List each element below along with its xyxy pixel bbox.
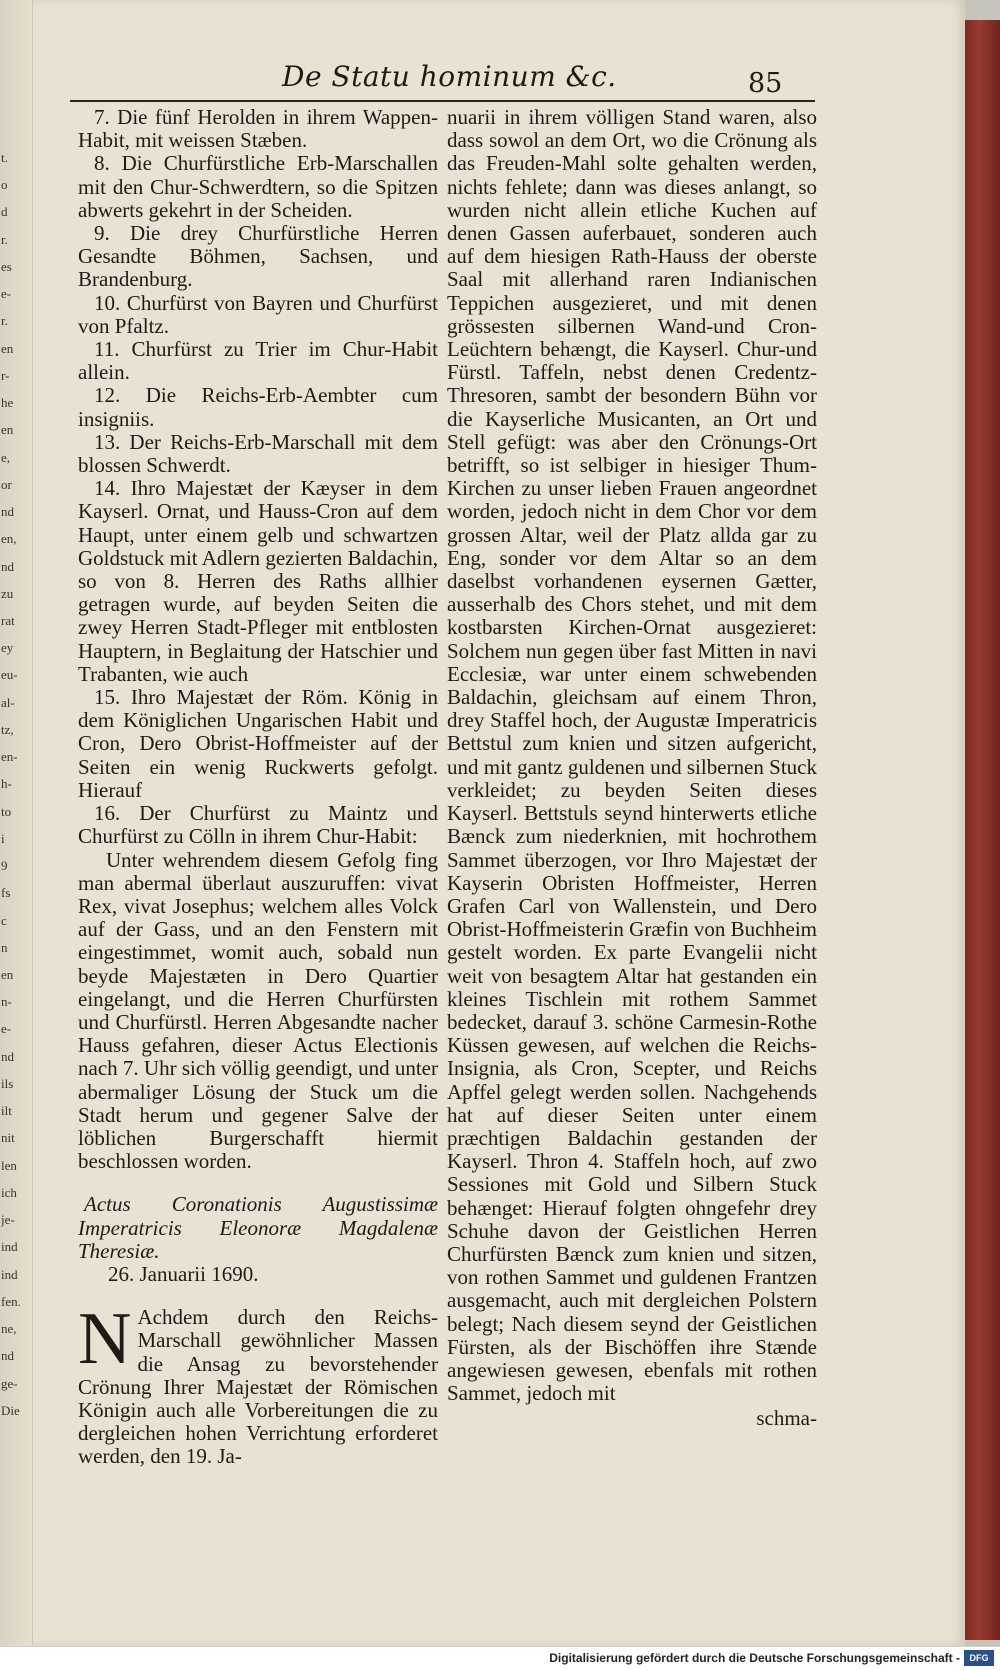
body-paragraph: nuarii in ihrem völligen Stand waren, also dass sowol an dem Ort, wo die Crönung als das Freuden-Mahl solte gehalten werden, nichts fehlete; dann was dieses anlangt, so wurden nicht allein etliche Kuchen auf denen Gassen auferbauet, sonderen auch auf dem hiesigen Rath-Hauss der oberste Saal mit allerhand raren Indianischen Teppichen ausgezieret, und mit denen grössesten silbernen Wand-und Cron-Leüchtern behængt, die Kayserl. Chur-und Fürstl. Taffeln, nebst denen Credentz-Thresoren, sambt der besondern Bühn vor die Kayserliche Musicanten, an Ort und Stell gefügt: was aber den Crönungs-Ort betrifft, so ist selbiger in hiesiger Thum-Kirchen zu unser lieben Frauen angeordnet worden, jedoch nicht in dem Chor vor dem grossen Altar, weil der Platz allda gar zu Eng, sonder vor dem Altar so an dem daselbst vorhandenen eysernen Gætter, ausserhalb des Chors stehet, und mit dem kostbarsten Kirchen-Ornat ausgezieret: Solchem nun gegen über fast Mitten in navi Ecclesiæ, war unter einem schwebenden Baldachin, gleichsam auf einem Thron, drey Staffel hoch, der Augustæ Imperatricis Bettstul zum knien und sitzen aufgericht, und mit gantz guldenen und silbernen Stuck verkleidet; zu beyden Seiten dieses Kayserl. Bettstuls seynd hinterwerts etliche Bænck zum niederknien, mit hochrothem Sammet überzogen, vor Ihro Majestæt der Kayserin Obristen Hoffmeister, Herren Grafen Carl von Wallenstein, und Dero Obrist-Hoffmeisterin Græfin von Buchheim gestelt worden. Ex parte Evangelii nicht weit von besagtem Altar hat gestanden ein kleines Tischlein mit rothem Sammet bedecket, darauf 3. schöne Carmesin-Rothe Küssen gewesen, auf welchen die Reichs-Insignia, als Cron, Scepter, und Reichs Apffel gelegt werden sollen. Nachgehends hat auf dieser Seiten unter einem præchtigen Baldachin gestanden der Kayserl. Thron 4. Staffeln hoch, auf zwo Sessiones mit Gold und Silbern Stuck behænget: Hierauf folgten ohngefehr drey Schuhe davon der Geistlichen Herren Churfürsten Bænck zum knien und sitzen, von rothen Sammet und guldenen Frantzen ausgemacht, auch mit dergleichen Polstern belegt; Nach diesem seynd der Geistlichen Fürsten, als der Bischöffen ihre Stænde angewiesen gewesen, ebenfals mit rothen Sammet, jedoch mit	[447, 105, 817, 1406]
neighbor-page-fragment: r.	[1, 313, 8, 329]
left-column	[78, 106, 438, 1469]
neighbor-page-fragment: en-	[1, 749, 18, 765]
list-item: 8. Die Churfürstliche Erb-Marschallen mit den Chur-Schwerdtern, so die Spitzen abwerts gekehrt in der Scheiden.	[78, 151, 438, 222]
neighbor-page-fragment: d	[1, 204, 8, 220]
section-heading: Actus Coronationis Augustissimæ Imperatricis Eleonoræ Magdalenæ Theresiæ.	[78, 1192, 438, 1263]
opening-paragraph	[78, 1298, 438, 1469]
neighbor-page-fragment: nd	[1, 1048, 14, 1064]
spacer	[78, 1286, 438, 1306]
neighbor-page-fragment: nd	[1, 1348, 14, 1364]
neighbor-page-fragment: ich	[1, 1184, 17, 1200]
list-item: 7. Die fünf Herolden in ihrem Wappen-Habit, mit weissen Stæben.	[78, 105, 438, 153]
opening-paragraph-text: Achdem durch den Reichs-Marschall gewöhnlicher Massen die Ansag zu bevorstehender Crönung Ihrer Majestæt der Römischen Königin auch alle Vorbereitungen die zu dergleichen hohen Verrichtung erforderet werden, den 19. Ja-	[78, 1305, 438, 1469]
neighbor-page-fragment: ind	[1, 1266, 18, 1282]
header-rule	[70, 100, 815, 102]
list-item: 10. Churfürst von Bayren und Churfürst von Pfaltz.	[78, 290, 438, 338]
neighbor-page-fragment: len	[1, 1157, 17, 1173]
running-title: De Statu hominum &c.	[282, 60, 617, 93]
neighbor-page-fragment: tz,	[1, 721, 14, 737]
neighbor-page-fragment: or	[1, 476, 12, 492]
neighbor-page-fragment: nit	[1, 1130, 15, 1146]
neighbor-page-fragment: en,	[1, 531, 17, 547]
list-item: 13. Der Reichs-Erb-Marschall mit dem blossen Schwerdt.	[78, 429, 438, 478]
neighbor-page-fragment: ge-	[1, 1375, 18, 1391]
neighbor-page-fragment: nd	[1, 558, 14, 574]
neighbor-page-fragment: Die	[1, 1402, 20, 1418]
neighbor-page-fragment: zu	[1, 585, 14, 601]
list-item: 14. Ihro Majestæt der Kæyser in dem Kayserl. Ornat, und Hauss-Cron auf dem Haupt, unter einem gelb und schwartzen Goldstuck mit Adlern gezierten Baldachin, so von 8. Herren des Raths allhier getragen wurde, auf beyden Seiten die zwey Herren Stadt-Pfleger mit entblosten Hauptern, in Beglaitung der Hatschier und Trabanten, wie auch	[78, 476, 438, 686]
neighbor-page-fragment: c	[1, 912, 7, 928]
footer-bar	[0, 1646, 1000, 1670]
neighbor-page-fragment: n	[1, 939, 8, 955]
neighbor-page-fragment: ne,	[1, 1321, 17, 1337]
neighbor-page-fragment: en	[1, 422, 14, 438]
neighbor-page-fragment: eu-	[1, 667, 18, 683]
neighbor-page-fragment: e-	[1, 286, 12, 302]
neighbor-page-fragment: e-	[1, 1021, 12, 1037]
neighbor-page-fragment: to	[1, 803, 12, 819]
neighbor-page-fragment: rat	[1, 612, 15, 628]
list-item: 11. Churfürst zu Trier im Chur-Habit allein.	[78, 337, 438, 385]
neighbor-page-fragment: r-	[1, 367, 10, 383]
neighbor-page-fragment: ey	[1, 640, 14, 656]
neighbor-page-fragment: he	[1, 395, 14, 411]
book-edge	[965, 20, 1000, 1640]
neighbor-page-fragment: e,	[1, 449, 11, 465]
neighbor-page-fragment: ind	[1, 1239, 18, 1255]
neighbor-page-fragment: ilt	[1, 1103, 12, 1119]
neighbor-page-fragment: o	[1, 177, 8, 193]
neighbor-page-fragment: ils	[1, 1075, 14, 1091]
footer-credit: Digitalisierung gefördert durch die Deutsche Forschungsgemeinschaft -	[549, 1651, 960, 1665]
neighbor-page-fragment: t.	[1, 150, 8, 165]
list-item: 12. Die Reichs-Erb-Aembter cum insigniis.	[78, 383, 438, 431]
neighbor-page-fragment: fen.	[1, 1293, 21, 1309]
neighbor-page-fragment: fs	[1, 885, 11, 901]
dfg-logo: DFG	[964, 1650, 994, 1666]
neighbor-page-fragment: en	[1, 340, 14, 356]
neighbor-page-fragment: n-	[1, 994, 12, 1010]
neighbor-page-fragment: al-	[1, 694, 15, 710]
neighbor-page-fragment: en	[1, 967, 14, 983]
spacer	[78, 1173, 438, 1193]
body-paragraph: Unter wehrendem diesem Gefolg fing man abermal überlaut auszuruffen: vivat Rex, vivat Josephus; welchem alles Volck auf der Gass, und an den Fenstern mit eingestimmet, womit auch, sobald nun beyde Majestæten in Dero Quartier eingelangt, und die Herren Churfürsten und Churfürstl. Herren Abgesandte nacher Hauss gefahren, dieser Actus Electionis nach 7. Uhr sich völlig geendigt, und unter abermaliger Lösung der Stuck um die Stadt herum und gegener Salve der löblichen Burgerschafft hiermit beschlossen worden.	[78, 847, 438, 1174]
section-date: 26. Januarii 1690.	[108, 1261, 259, 1286]
catchword: schma-	[756, 1406, 817, 1431]
drop-cap: N	[78, 1298, 132, 1381]
page-number: 85	[748, 68, 783, 99]
neighbor-page-strip	[0, 0, 33, 1646]
neighbor-page-fragment: h-	[1, 776, 12, 792]
neighbor-page-fragment: r.	[1, 231, 8, 247]
right-column	[447, 106, 817, 1431]
neighbor-page-fragment: es	[1, 258, 12, 274]
neighbor-page-fragment: 9	[1, 858, 8, 874]
list-item: 16. Der Churfürst zu Maintz und Churfürst zu Cölln in ihrem Chur-Habit:	[78, 801, 438, 849]
list-item: 9. Die drey Churfürstliche Herren Gesandte Böhmen, Sachsen, und Brandenburg.	[78, 221, 438, 292]
neighbor-page-fragment: nd	[1, 504, 14, 520]
list-item: 15. Ihro Majestæt der Röm. König in dem Königlichen Ungarischen Habit und Cron, Dero Obrist-Hoffmeister auf der Seiten ein wenig Ruckwerts gefolgt. Hierauf	[78, 685, 438, 802]
neighbor-page-fragment: je-	[1, 1212, 15, 1228]
neighbor-page-fragment: i	[1, 830, 5, 846]
